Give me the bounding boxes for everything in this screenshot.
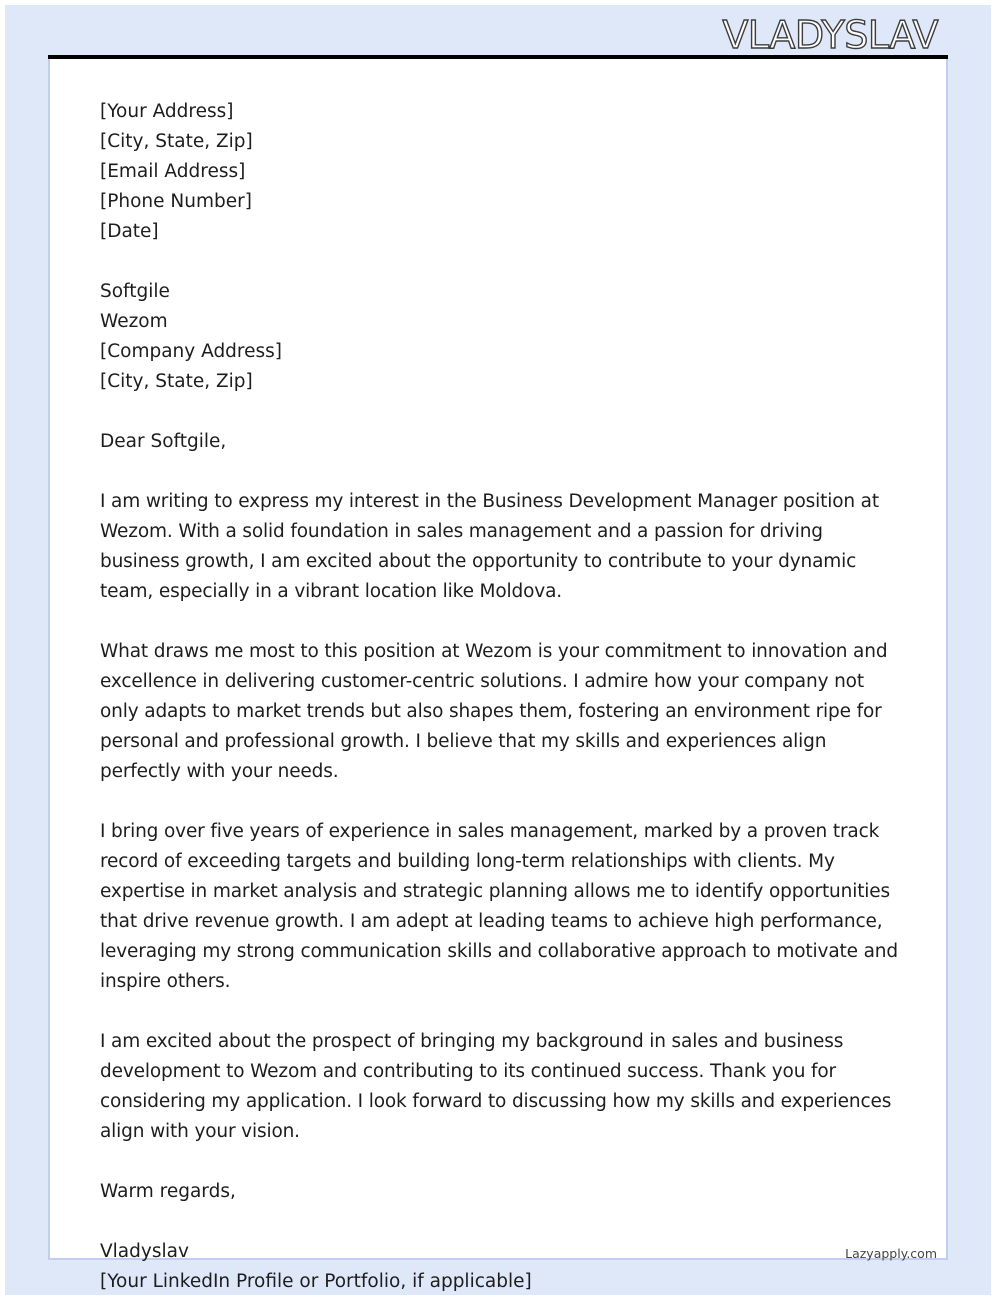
recipient-address: [Company Address] bbox=[100, 341, 283, 362]
lazyapply-watermark: Lazyapply.com bbox=[845, 1246, 937, 1261]
salutation bbox=[100, 427, 900, 457]
recipient-block bbox=[100, 277, 900, 397]
signature-block bbox=[100, 1237, 532, 1297]
body-paragraph-1: I am writing to express my interest in the Business Development Manager position at Wezom. With a solid foundation in sales management and a passion for driving business growth, I am excited about the opportunity to contribute to your dynamic team, especially in a vibrant location like Moldova. bbox=[100, 491, 879, 602]
sender-email: [Email Address] bbox=[100, 161, 246, 182]
body-paragraph-4: I am excited about the prospect of bringing my background in sales and business development to Wezom and contributing to its continued success. Thank you for considering my application. I look forward to discussing how my skills and experiences align with your vision. bbox=[100, 1031, 892, 1142]
body-paragraph-3: I bring over five years of experience in sales management, marked by a proven track record of exceeding targets and building long-term relationships with clients. My expertise in market analysis and strategic planning allows me to identify opportunities that drive revenue growth. I am adept at leading teams to achieve high performance, leveraging my strong communication skills and collaborative approach to motivate and inspire others. bbox=[100, 821, 898, 992]
closing-text: Warm regards, bbox=[100, 1181, 236, 1202]
recipient-company: Wezom bbox=[100, 311, 168, 332]
sender-city-state-zip: [City, State, Zip] bbox=[100, 131, 253, 152]
signature-name: Vladyslav bbox=[100, 1241, 189, 1262]
closing bbox=[100, 1177, 900, 1207]
sender-block bbox=[100, 97, 900, 247]
applicant-name-heading: VLADYSLAV bbox=[722, 13, 938, 57]
letter-date: [Date] bbox=[100, 221, 159, 242]
signature-profile: [Your LinkedIn Profile or Portfolio, if applicable] bbox=[100, 1271, 532, 1292]
recipient-name: Softgile bbox=[100, 281, 170, 302]
salutation-text: Dear Softgile, bbox=[100, 431, 227, 452]
sender-address: [Your Address] bbox=[100, 101, 234, 122]
sender-phone: [Phone Number] bbox=[100, 191, 252, 212]
recipient-city-state-zip: [City, State, Zip] bbox=[100, 371, 253, 392]
body-paragraph-2: What draws me most to this position at Wezom is your commitment to innovation and excellence in delivering customer-centric solutions. I admire how your company not only adapts to market trends but also shapes them, fostering an environment ripe for personal and professional growth. I believe that my skills and experiences align perfectly with your needs. bbox=[100, 641, 888, 782]
cover-letter-body bbox=[100, 97, 900, 1237]
